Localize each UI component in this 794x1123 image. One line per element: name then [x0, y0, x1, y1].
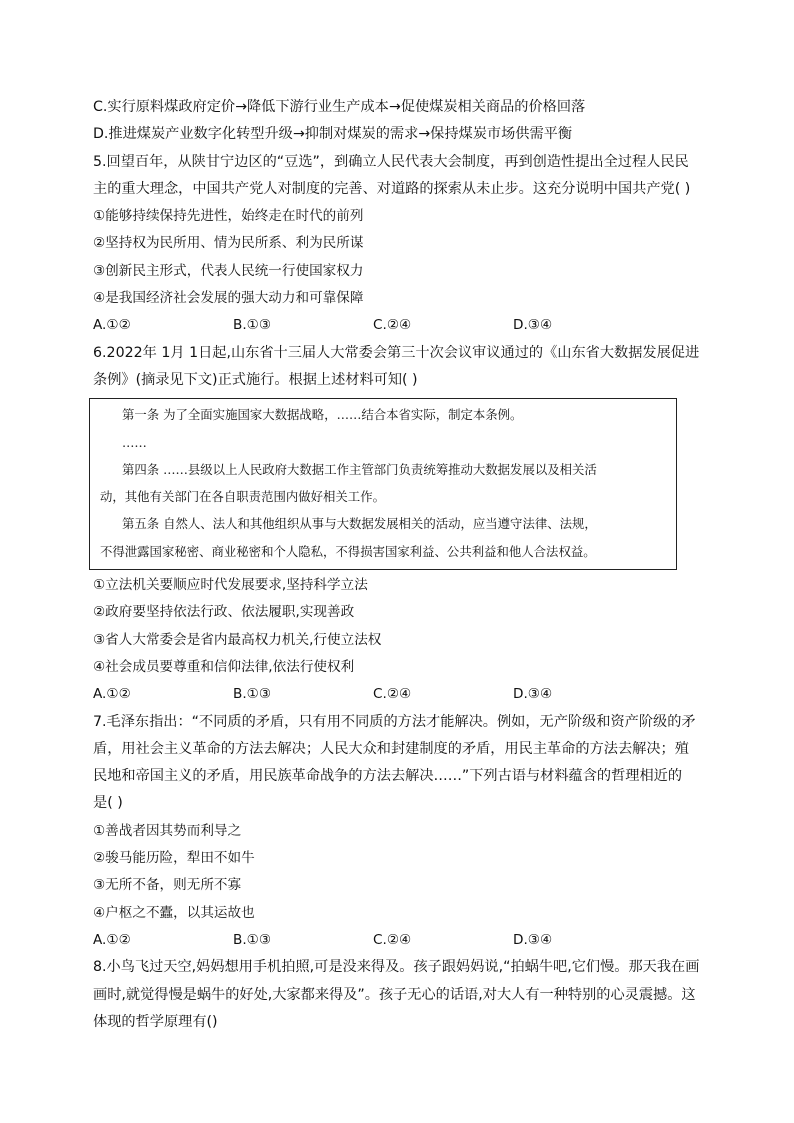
q4-option-d: D.推进煤炭产业数字化转型升级→抑制对煤炭的需求→保持煤炭市场供需平衡 — [93, 126, 573, 143]
q6-item-2: ②政府要坚持依法行政、依法履职,实现善政 — [93, 604, 355, 621]
q5-item-4: ④是我国经济社会发展的强大动力和可靠保障 — [93, 290, 364, 307]
q6-choice-b: B.①③ — [233, 686, 272, 703]
q5-stem-line-2: 主的重大理念，中国共产党人对制度的完善、对道路的探索从未止步。这充分说明中国共产党( ) — [93, 180, 691, 197]
q7-stem-line-2: 盾，用社会主义革命的方法去解决；人民大众和封建制度的矛盾，用民主革命的方法去解决；殖 — [93, 740, 689, 757]
exam-page — [93, 94, 703, 1036]
q7-item-1: ①善战者因其势而利导之 — [93, 822, 242, 839]
q6-choice-d: D.③④ — [513, 686, 553, 703]
q6-excerpt-box — [89, 398, 677, 570]
q7-choice-a: A.①② — [93, 931, 131, 948]
q7-item-2: ②骏马能历险，犁田不如牛 — [93, 850, 255, 867]
q5-choice-b: B.①③ — [233, 317, 272, 334]
q6-stem-line-2: 条例》(摘录见下文)正式施行。根据上述材料可知( ) — [93, 371, 418, 388]
q8-stem-line-3: 体现的哲学原理有() — [93, 1013, 218, 1030]
q5-choice-a: A.①② — [93, 317, 131, 334]
q7-choice-c: C.②④ — [373, 931, 412, 948]
q5-stem-line-1: 5.回望百年，从陕甘宁边区的“豆选”，到确立人民代表大会制度，再到创造性提出全过程人民民 — [93, 153, 689, 170]
q8-stem-line-1: 8.小鸟飞过天空,妈妈想用手机拍照,可是没来得及。孩子跟妈妈说,“拍蜗牛吧,它们慢。那天我在画 — [93, 959, 700, 976]
q6-excerpt-ellipsis: …… — [122, 434, 147, 450]
q7-choices — [93, 927, 703, 954]
q5-choices — [93, 312, 703, 339]
q5-choice-d: D.③④ — [513, 317, 553, 334]
q5-item-1: ①能够持续保持先进性，始终走在时代的前列 — [93, 208, 364, 225]
q8-stem-line-2: 画时,就觉得慢是蜗牛的好处,大家都来得及”。孩子无心的话语,对大人有一种特别的心灵震撼。这 — [93, 986, 696, 1003]
q6-item-1: ①立法机关要顺应时代发展要求,坚持科学立法 — [93, 577, 368, 594]
q7-item-4: ④户枢之不蠹，以其运故也 — [93, 904, 255, 921]
q5-item-2: ②坚持权为民所用、情为民所系、利为民所谋 — [93, 235, 364, 252]
q4-option-c: C.实行原料煤政府定价→降低下游行业生产成本→促使煤炭相关商品的价格回落 — [93, 99, 586, 115]
q5-choice-c: C.②④ — [373, 317, 412, 334]
q6-excerpt-article-1: 第一条 为了全面实施国家大数据战略，……结合本省实际，制定本条例。 — [122, 407, 523, 423]
q7-stem-line-3: 民地和帝国主义的矛盾，用民族革命战争的方法去解决……”下列古语与材料蕴含的哲理相近的 — [93, 768, 683, 785]
q6-item-3: ③省人大常委会是省内最高权力机关,行使立法权 — [93, 631, 382, 648]
q7-item-3: ③无所不备，则无所不寡 — [93, 877, 242, 894]
q6-excerpt-article-5-cont: 不得泄露国家秘密、商业秘密和个人隐私，不得损害国家利益、公共利益和他人合法权益。 — [100, 543, 596, 559]
q6-choice-c: C.②④ — [373, 686, 412, 703]
q6-item-4: ④社会成员要尊重和信仰法律,依法行使权利 — [93, 658, 355, 675]
q6-stem-line-1: 6.2022年 1月 1日起,山东省十三届人大常委会第三十次会议审议通过的《山东省大数据发展促进 — [93, 344, 700, 361]
q7-choice-b: B.①③ — [233, 931, 272, 948]
q6-excerpt-article-4-cont: 动，其他有关部门在各自职责范围内做好相关工作。 — [100, 489, 385, 505]
q5-item-3: ③创新民主形式，代表人民统一行使国家权力 — [93, 262, 364, 279]
q6-excerpt-article-4: 第四条 ……县级以上人民政府大数据工作主管部门负责统筹推动大数据发展以及相关活 — [122, 461, 597, 477]
q7-stem-line-4: 是( ) — [93, 795, 123, 812]
q6-excerpt-article-5: 第五条 自然人、法人和其他组织从事与大数据发展相关的活动，应当遵守法律、法规， — [122, 516, 597, 532]
q7-choice-d: D.③④ — [513, 931, 553, 948]
q6-choices — [93, 681, 703, 708]
q6-choice-a: A.①② — [93, 686, 131, 703]
q7-stem-line-1: 7.毛泽东指出：“不同质的矛盾，只有用不同质的方法才能解决。例如，无产阶级和资产阶级的矛 — [93, 713, 696, 730]
